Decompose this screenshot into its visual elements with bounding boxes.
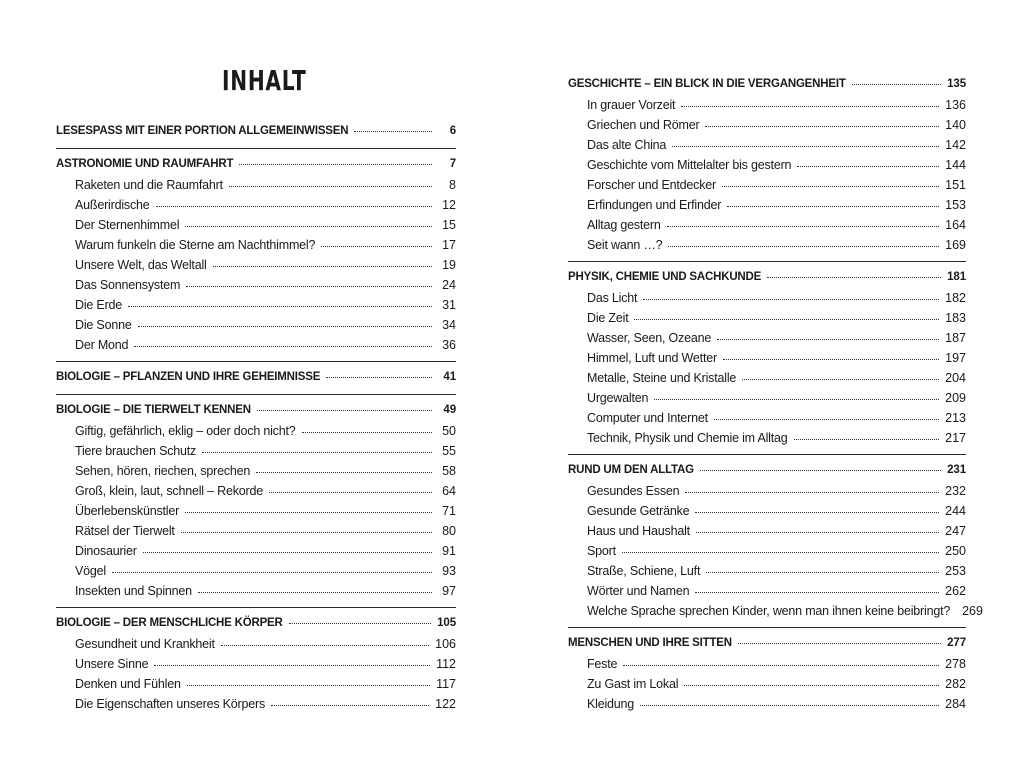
toc-page-number: 204 — [945, 371, 966, 385]
dot-leader — [213, 265, 432, 267]
dot-leader — [643, 298, 939, 300]
toc-page-number: 164 — [945, 218, 966, 232]
toc-entry-title: Der Sternenhimmel — [75, 218, 180, 232]
toc-entry-title: Erfindungen und Erfinder — [587, 198, 722, 212]
toc-subentry[interactable] — [568, 178, 966, 198]
toc-right — [568, 78, 983, 717]
toc-entry-title: Das Sonnensystem — [75, 278, 181, 292]
toc-subentry[interactable] — [56, 464, 456, 484]
toc-page-number: 278 — [945, 657, 966, 671]
dot-leader — [143, 551, 432, 553]
toc-page-number: 197 — [945, 351, 966, 365]
dot-leader — [767, 276, 941, 278]
dot-leader — [727, 205, 939, 207]
toc-subentry[interactable] — [56, 524, 456, 544]
toc-subentry[interactable] — [56, 544, 456, 564]
toc-section-entry[interactable] — [568, 637, 966, 657]
toc-entry-title: Haus und Haushalt — [587, 524, 690, 538]
toc-entry-title: Unsere Sinne — [75, 657, 149, 671]
toc-page-number: 136 — [945, 98, 966, 112]
toc-page-number: 244 — [945, 504, 966, 518]
dot-leader — [187, 684, 430, 686]
dot-leader — [134, 345, 432, 347]
toc-subentry[interactable] — [568, 198, 966, 218]
dot-leader — [681, 105, 939, 107]
toc-page-number: 151 — [945, 178, 966, 192]
toc-page-number: 64 — [442, 484, 456, 498]
toc-section-entry[interactable] — [568, 78, 966, 98]
dot-leader — [640, 704, 939, 706]
dot-leader — [667, 225, 940, 227]
toc-subentry[interactable] — [568, 118, 966, 138]
toc-page-number: 34 — [442, 318, 456, 332]
toc-page-number: 217 — [945, 431, 966, 445]
section-divider — [568, 261, 966, 262]
toc-subentry[interactable] — [56, 338, 456, 358]
dot-leader — [714, 418, 939, 420]
dot-leader — [695, 511, 939, 513]
toc-entry-title: Dinosaurier — [75, 544, 137, 558]
toc-subentry[interactable] — [568, 411, 966, 431]
dot-leader — [256, 471, 432, 473]
dot-leader — [717, 338, 939, 340]
dot-leader — [354, 130, 432, 132]
toc-subentry[interactable] — [568, 677, 966, 697]
toc-entry-title: Gesundes Essen — [587, 484, 680, 498]
toc-entry-title: Der Mond — [75, 338, 129, 352]
dot-leader — [684, 684, 939, 686]
dot-leader — [852, 83, 941, 85]
dot-leader — [138, 325, 432, 327]
toc-entry-title: Feste — [587, 657, 618, 671]
toc-subentry[interactable] — [568, 291, 966, 311]
toc-page-number: 269 — [962, 604, 983, 618]
toc-subentry[interactable] — [56, 584, 456, 604]
section-divider — [56, 148, 456, 149]
toc-subentry[interactable] — [568, 657, 966, 677]
toc-subentry[interactable] — [56, 278, 456, 298]
dot-leader — [289, 622, 431, 624]
toc-subentry[interactable] — [568, 484, 966, 504]
toc-entry-title: Raketen und die Raumfahrt — [75, 178, 223, 192]
toc-entry-title: In grauer Vorzeit — [587, 98, 676, 112]
toc-entry-title: Seit wann …? — [587, 238, 663, 252]
toc-page-number: 135 — [947, 78, 966, 90]
toc-subentry[interactable] — [568, 431, 966, 451]
toc-page-number: 97 — [442, 584, 456, 598]
toc-subentry[interactable] — [56, 298, 456, 318]
toc-page-number: 80 — [442, 524, 456, 538]
toc-page-number: 209 — [945, 391, 966, 405]
toc-page-number: 247 — [945, 524, 966, 538]
dot-leader — [797, 165, 939, 167]
toc-entry-title: Denken und Fühlen — [75, 677, 181, 691]
toc-subentry[interactable] — [568, 158, 966, 178]
toc-page-number: 231 — [947, 464, 966, 476]
toc-subentry[interactable] — [56, 198, 456, 218]
toc-page-number: 183 — [945, 311, 966, 325]
dot-leader — [723, 358, 939, 360]
toc-page-number: 262 — [945, 584, 966, 598]
toc-entry-title: Gesundheit und Krankheit — [75, 637, 215, 651]
toc-section-entry[interactable] — [56, 404, 456, 424]
dot-leader — [112, 571, 432, 573]
toc-entry-title: Das alte China — [587, 138, 667, 152]
toc-subentry[interactable] — [56, 178, 456, 198]
section-divider — [568, 454, 966, 455]
toc-subentry[interactable] — [56, 657, 456, 677]
toc-page-number: 58 — [442, 464, 456, 478]
dot-leader — [623, 664, 939, 666]
toc-subentry[interactable] — [56, 637, 456, 657]
toc-page-number: 142 — [945, 138, 966, 152]
toc-entry-title: BIOLOGIE – PFLANZEN UND IHRE GEHEIMNISSE — [56, 371, 321, 383]
toc-page-number: 24 — [442, 278, 456, 292]
toc-page-number: 93 — [442, 564, 456, 578]
toc-subentry[interactable] — [568, 138, 966, 158]
toc-subentry[interactable] — [568, 697, 966, 717]
toc-subentry[interactable] — [56, 484, 456, 504]
toc-page-number: 140 — [945, 118, 966, 132]
toc-subentry[interactable] — [568, 331, 966, 351]
toc-subentry[interactable] — [56, 564, 456, 584]
toc-entry-title: Unsere Welt, das Weltall — [75, 258, 207, 272]
dot-leader — [271, 704, 429, 706]
toc-entry-title: Sport — [587, 544, 616, 558]
dot-leader — [154, 664, 430, 666]
toc-page-number: 282 — [945, 677, 966, 691]
toc-subentry[interactable] — [56, 218, 456, 238]
dot-leader — [269, 491, 432, 493]
toc-subentry[interactable] — [568, 584, 966, 604]
toc-entry-title: Griechen und Römer — [587, 118, 700, 132]
toc-page-number: 117 — [436, 677, 456, 691]
toc-subentry[interactable] — [56, 504, 456, 524]
toc-entry-title: Computer und Internet — [587, 411, 708, 425]
section-divider — [56, 607, 456, 608]
toc-subentry[interactable] — [568, 371, 966, 391]
toc-subentry[interactable] — [568, 311, 966, 331]
toc-entry-title: Metalle, Steine und Kristalle — [587, 371, 737, 385]
dot-leader — [326, 376, 432, 378]
toc-subentry[interactable] — [568, 238, 966, 258]
toc-entry-title: Groß, klein, laut, schnell – Rekorde — [75, 484, 264, 498]
toc-section-entry[interactable] — [56, 617, 456, 637]
toc-entry-title: Überlebenskünstler — [75, 504, 180, 518]
toc-entry-title: Wörter und Namen — [587, 584, 690, 598]
toc-page-number: 6 — [449, 125, 456, 137]
toc-entry-title: Kleidung — [587, 697, 635, 711]
dot-leader — [738, 642, 941, 644]
toc-entry-title: Urgewalten — [587, 391, 649, 405]
toc-entry-title: LESESPASS MIT EINER PORTION ALLGEMEINWISSEN — [56, 125, 349, 137]
toc-entry-title: Warum funkeln die Sterne am Nachthimmel? — [75, 238, 316, 252]
toc-section-entry[interactable] — [56, 125, 456, 145]
toc-section-entry[interactable] — [56, 371, 456, 391]
toc-entry-title: Giftig, gefährlich, eklig – oder doch nicht? — [75, 424, 296, 438]
toc-entry-title: Das Licht — [587, 291, 638, 305]
toc-page-number: 106 — [435, 637, 456, 651]
toc-page-number: 250 — [945, 544, 966, 558]
toc-entry-title: BIOLOGIE – DIE TIERWELT KENNEN — [56, 404, 251, 416]
dot-leader — [668, 245, 939, 247]
toc-subentry[interactable] — [568, 98, 966, 118]
dot-leader — [185, 511, 432, 513]
toc-subentry[interactable] — [56, 258, 456, 278]
toc-entry-title: Insekten und Spinnen — [75, 584, 192, 598]
toc-entry-title: Vögel — [75, 564, 106, 578]
toc-entry-title: Welche Sprache sprechen Kinder, wenn man ihnen keine beibringt? — [587, 604, 951, 618]
toc-page-number: 55 — [442, 444, 456, 458]
dot-leader — [634, 318, 939, 320]
toc-entry-title: Die Sonne — [75, 318, 132, 332]
toc-left — [56, 125, 456, 717]
toc-entry-title: Die Zeit — [587, 311, 629, 325]
toc-page-number: 187 — [945, 331, 966, 345]
contents-heading: INHALT — [222, 64, 307, 97]
toc-page-number: 112 — [436, 657, 456, 671]
toc-page-number: 105 — [437, 617, 456, 629]
dot-leader — [302, 431, 433, 433]
toc-subentry[interactable] — [568, 564, 966, 584]
toc-subentry[interactable] — [56, 424, 456, 444]
toc-entry-title: Außerirdische — [75, 198, 150, 212]
toc-section-entry[interactable] — [568, 271, 966, 291]
toc-page-number: 182 — [945, 291, 966, 305]
toc-page-number: 50 — [442, 424, 456, 438]
toc-entry-title: Die Erde — [75, 298, 123, 312]
dot-leader — [321, 245, 432, 247]
toc-subentry[interactable] — [568, 524, 966, 544]
toc-page-number: 31 — [442, 298, 456, 312]
toc-subentry[interactable] — [568, 544, 966, 564]
toc-subentry[interactable] — [56, 677, 456, 697]
dot-leader — [706, 571, 939, 573]
toc-page-number: 284 — [945, 697, 966, 711]
section-divider — [56, 361, 456, 362]
toc-entry-title: MENSCHEN UND IHRE SITTEN — [568, 637, 732, 649]
toc-entry-title: Sehen, hören, riechen, sprechen — [75, 464, 251, 478]
toc-page-number: 181 — [947, 271, 966, 283]
dot-leader — [700, 469, 941, 471]
toc-entry-title: Die Eigenschaften unseres Körpers — [75, 697, 266, 711]
toc-page-number: 17 — [442, 238, 456, 252]
toc-page-number: 8 — [449, 178, 456, 192]
dot-leader — [181, 531, 432, 533]
dot-leader — [685, 491, 939, 493]
toc-page-number: 144 — [945, 158, 966, 172]
toc-page-number: 153 — [945, 198, 966, 212]
toc-entry-title: PHYSIK, CHEMIE UND SACHKUNDE — [568, 271, 762, 283]
toc-entry-title: BIOLOGIE – DER MENSCHLICHE KÖRPER — [56, 617, 283, 629]
dot-leader — [257, 409, 432, 411]
toc-entry-title: Himmel, Luft und Wetter — [587, 351, 717, 365]
section-divider — [56, 394, 456, 395]
dot-leader — [696, 531, 939, 533]
toc-entry-title: Technik, Physik und Chemie im Alltag — [587, 431, 788, 445]
dot-leader — [229, 185, 432, 187]
dot-leader — [742, 378, 939, 380]
toc-page-number: 169 — [945, 238, 966, 252]
dot-leader — [239, 163, 432, 165]
toc-entry-title: Rätsel der Tierwelt — [75, 524, 175, 538]
dot-leader — [654, 398, 939, 400]
dot-leader — [202, 451, 432, 453]
toc-subentry[interactable] — [568, 604, 983, 624]
toc-entry-title: Zu Gast im Lokal — [587, 677, 679, 691]
toc-page-number: 122 — [435, 697, 456, 711]
dot-leader — [794, 438, 940, 440]
toc-page-number: 41 — [443, 371, 456, 383]
toc-page-number: 7 — [449, 158, 456, 170]
section-divider — [568, 627, 966, 628]
dot-leader — [186, 285, 432, 287]
toc-section-entry[interactable] — [56, 158, 456, 178]
toc-page-number: 232 — [945, 484, 966, 498]
toc-entry-title: Gesunde Getränke — [587, 504, 690, 518]
toc-subentry[interactable] — [568, 504, 966, 524]
toc-subentry[interactable] — [56, 238, 456, 258]
toc-entry-title: Straße, Schiene, Luft — [587, 564, 701, 578]
dot-leader — [622, 551, 939, 553]
dot-leader — [128, 305, 432, 307]
toc-section-entry[interactable] — [568, 464, 966, 484]
dot-leader — [221, 644, 429, 646]
toc-entry-title: RUND UM DEN ALLTAG — [568, 464, 694, 476]
toc-subentry[interactable] — [568, 218, 966, 238]
dot-leader — [156, 205, 432, 207]
dot-leader — [672, 145, 939, 147]
toc-page-number: 49 — [443, 404, 456, 416]
toc-page-number: 91 — [442, 544, 456, 558]
toc-subentry[interactable] — [56, 444, 456, 464]
toc-page-number: 12 — [442, 198, 456, 212]
toc-page-number: 15 — [442, 218, 456, 232]
toc-entry-title: Wasser, Seen, Ozeane — [587, 331, 712, 345]
toc-page-number: 36 — [442, 338, 456, 352]
toc-subentry[interactable] — [56, 318, 456, 338]
dot-leader — [185, 225, 432, 227]
toc-subentry[interactable] — [568, 351, 966, 371]
toc-subentry[interactable] — [56, 697, 456, 717]
toc-entry-title: Geschichte vom Mittelalter bis gestern — [587, 158, 792, 172]
toc-page-number: 277 — [947, 637, 966, 649]
dot-leader — [705, 125, 939, 127]
toc-page-number: 19 — [442, 258, 456, 272]
toc-entry-title: Tiere brauchen Schutz — [75, 444, 197, 458]
dot-leader — [695, 591, 939, 593]
toc-page-number: 71 — [442, 504, 456, 518]
dot-leader — [198, 591, 432, 593]
toc-entry-title: Alltag gestern — [587, 218, 661, 232]
toc-entry-title: Forscher und Entdecker — [587, 178, 716, 192]
toc-page-number: 253 — [945, 564, 966, 578]
dot-leader — [722, 185, 939, 187]
toc-entry-title: ASTRONOMIE UND RAUMFAHRT — [56, 158, 234, 170]
toc-page-number: 213 — [945, 411, 966, 425]
toc-entry-title: GESCHICHTE – EIN BLICK IN DIE VERGANGENHEIT — [568, 78, 846, 90]
toc-subentry[interactable] — [568, 391, 966, 411]
